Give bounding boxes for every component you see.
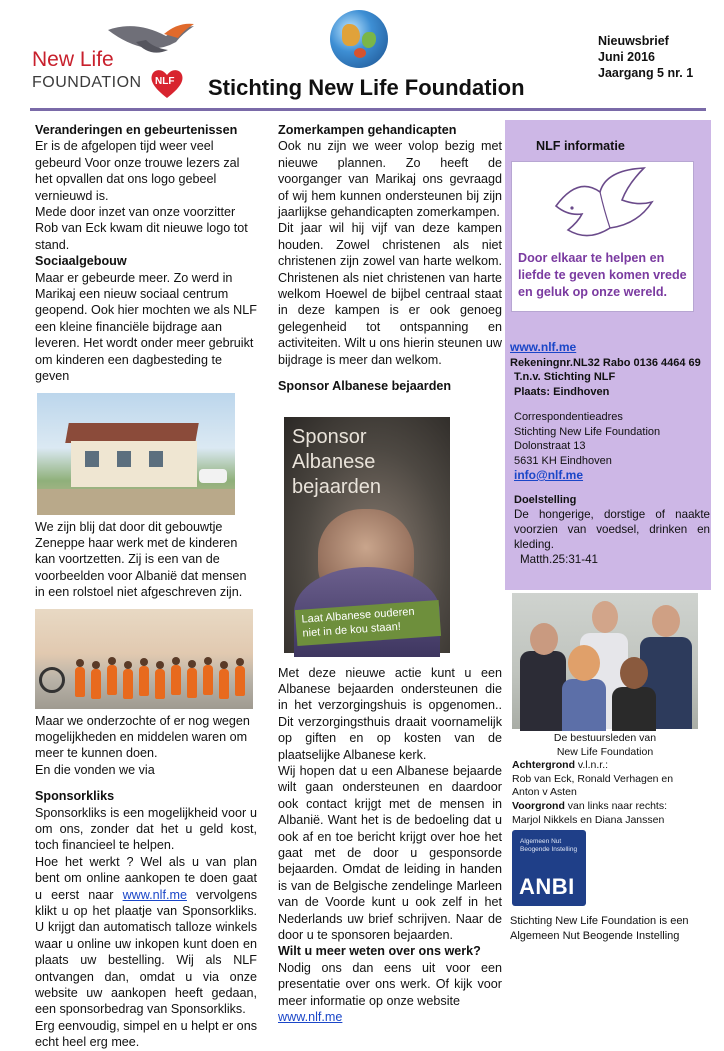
board-caption-line2: New Life Foundation — [556, 745, 654, 758]
photo-children-group — [35, 609, 253, 709]
correspondence-name: Stichting New Life Foundation — [514, 425, 661, 438]
paragraph-sponsorkliks-how: Hoe het werkt ? Wel als u van plan bent om online aankopen te doen gaat u eerst naar www.nlf.me vervolgens klikt u op het plaatje van Sponsorkliks. U krijgt dan automatisch talloze winkels waar u online uw inkopen kunt doen en plaats uw bestelling. Wij als NLF ontvangen dan, omdat u via onze website uw aankopen heeft gedaan, een sponsorbedrag van Sponsorkliks. — [35, 854, 257, 1017]
logo-badge-nlf: NLF — [155, 76, 175, 87]
account-place: Plaats: Eindhoven — [514, 385, 610, 398]
website-link[interactable]: www.nlf.me — [278, 1010, 343, 1025]
dove-motto-box — [511, 161, 694, 312]
issue-type: Nieuwsbrief — [598, 34, 669, 48]
column-left — [35, 122, 257, 1051]
correspondence-street: Dolonstraat 13 — [514, 440, 586, 452]
account-holder: T.n.v. Stichting NLF — [514, 371, 616, 383]
paragraph: Dit jaar wil hij vijf van deze kampen houden. Zowel christenen als niet christenen zijn zowel van harte welkom. Christenen als niet christenen van harte welkom Hoewel de bijbel centraal staat in deze kampen is er ook genoeg gelegenheid tot ontspanning en activiteiten. Wilt u ons hierin steunen uw bijdrage is meer dan welkom. — [278, 221, 503, 367]
board-caption-line1: De bestuursleden van — [553, 732, 657, 744]
paragraph: Nodig ons dan eens uit voor een presentatie over ons werk. Of kijk voor meer informatie op onze website — [278, 960, 502, 1008]
paragraph: Met deze nieuwe actie kunt u een Albanese bejaarden ondersteunen die in het verzorgingshuis is opgenomen.. Dit verzorgingsthuis draait voornamelijk op giften en op kosten van de plaatselijke Albanese kerk. — [278, 665, 502, 762]
paragraph: En die vonden we via — [35, 762, 155, 777]
issue-date: Juni 2016 — [598, 50, 655, 64]
anbi-logo — [512, 830, 586, 906]
poster-sponsor-albanese — [284, 417, 450, 653]
paragraph: Er is de afgelopen tijd weer veel gebeurd Voor onze trouwe lezers zal het opvallen dat ons logo gebeel vernieuwd is. — [35, 139, 240, 203]
goal-reference: Matth.25:31-41 — [520, 553, 598, 566]
photo-social-building — [37, 393, 235, 515]
sidebar-heading: NLF informatie — [536, 139, 625, 153]
issue-volume: Jaargang 5 nr. 1 — [598, 66, 694, 80]
poster-title: Sponsor Albanese bejaarden — [292, 425, 381, 498]
board-caption: De bestuursleden van New Life Foundation Achtergrond v.l.n.r.: Rob van Eck, Ronald Verhagen en Anton v Asten Voorgrond van links naar rechts: Marjol Nikkels en Diana Janssen — [512, 732, 698, 827]
paragraph: Erg eenvoudig, simpel en u helpt er ons echt heel erg mee. — [35, 1018, 257, 1050]
website-link[interactable]: www.nlf.me — [510, 340, 577, 354]
dove-icon — [548, 166, 658, 250]
issue-info — [598, 33, 693, 81]
contact-info — [510, 340, 710, 567]
paragraph: Ook nu zijn we weer volop bezig met nieuwe plannen. Zo heeft de voorganger van Marikaj ons gevraagd of wij hem kunnen ondersteunen bij zijn jaarlijkse gehandicapten zomerkampen. — [278, 139, 502, 220]
paragraph: Maar er gebeurde meer. Zo werd in Marikaj een nieuw sociaal centrum geopend. Ook hier mochten we als NLF een kleine financiële bijdrage aan leveren. Het wordt onder meer gebruikt om kinderen een dagbesteding te geven — [35, 270, 257, 384]
paragraph: We zijn blij dat door dit gebouwtje Zeneppe haar werk met de kinderen kan voortzetten. Zij is een van de voorbeelden voor Albanië dat mensen in een rolstoel niet afgeschreven zijn. — [35, 519, 247, 600]
paragraph: Maar we onderzochte of er nog wegen mogelijkheden en middelen waren om meer te kunnen doen. — [35, 713, 250, 761]
nlf-logo — [28, 18, 198, 98]
heading-veranderingen: Veranderingen en gebeurtenissen — [35, 123, 238, 137]
logo-text-foundation: FOUNDATION — [32, 74, 142, 91]
header-divider — [30, 108, 706, 111]
goal-text: De hongerige, dorstige of naakte voorzien van voedsel, drinken en kleding. — [514, 508, 710, 551]
page-title: Stichting New Life Foundation — [208, 75, 525, 100]
website-link[interactable]: www.nlf.me — [122, 887, 187, 902]
heading-sociaalgebouw: Sociaalgebouw — [35, 254, 127, 269]
paragraph: Wij hopen dat u een Albanese bejaarde wilt gaan ondersteunen en daardoor ook contact krijgt met de mensen in Albanië. Want het is de bedoeling dat u ook af en toe bericht krijgt over hoe het gaat met de door u gesponsorde bejaarden. Omdat de leiding in handen is van de Belgische zendelinge Marleen van de Voorde kunt u ook zelf in het Nederlands uw brief schrijven. Naar de door u te sponsoren bejaarden. — [278, 763, 502, 942]
poster-banner: Laat Albanese ouderen niet in de kou staan! — [295, 600, 441, 646]
heading-sponsorkliks: Sponsorkliks — [35, 789, 115, 804]
logo-text-new-life: New Life — [32, 48, 114, 71]
heading-zomerkampen: Zomerkampen gehandicapten — [278, 123, 457, 137]
globe-icon — [330, 10, 388, 68]
front-row-names: Marjol Nikkels en Diana Janssen — [512, 813, 665, 826]
heading-meer-weten: Wilt u meer weten over ons werk? — [278, 944, 481, 959]
bank-account: Rekeningnr.NL32 Rabo 0136 4464 69 — [510, 356, 701, 369]
heading-sponsor-albanese: Sponsor Albanese bejaarden — [278, 379, 452, 394]
bird-logo-icon — [106, 20, 196, 64]
paragraph: Mede door inzet van onze voorzitter Rob van Eck kwam dit nieuwe logo tot stand. — [35, 205, 248, 252]
email-link[interactable]: info@nlf.me — [514, 468, 584, 482]
column-middle — [278, 122, 502, 1025]
anbi-caption: Stichting New Life Foundation is een Algemeen Nut Beogende Instelling — [510, 915, 689, 942]
back-row-names: Rob van Eck, Ronald Verhagen en Anton v Asten — [512, 772, 674, 799]
anbi-logo-subtitle: Algemeen Nut Beogende Instelling — [520, 838, 578, 853]
motto-text: Door elkaar te helpen en liefde te geven komen vrede en geluk op onze wereld. — [518, 251, 687, 299]
anbi-logo-text: ANBI — [519, 874, 575, 899]
goal-label: Doelstelling — [514, 493, 577, 506]
correspondence-city: 5631 KH Eindhoven — [514, 454, 612, 467]
paragraph: Sponsorkliks is een mogelijkheid voor u om ons, zonder dat het u geld kost, toch financieel te helpen. — [35, 805, 257, 853]
photo-board-members — [512, 593, 698, 729]
correspondence-label: Correspondentieadres — [514, 411, 623, 423]
